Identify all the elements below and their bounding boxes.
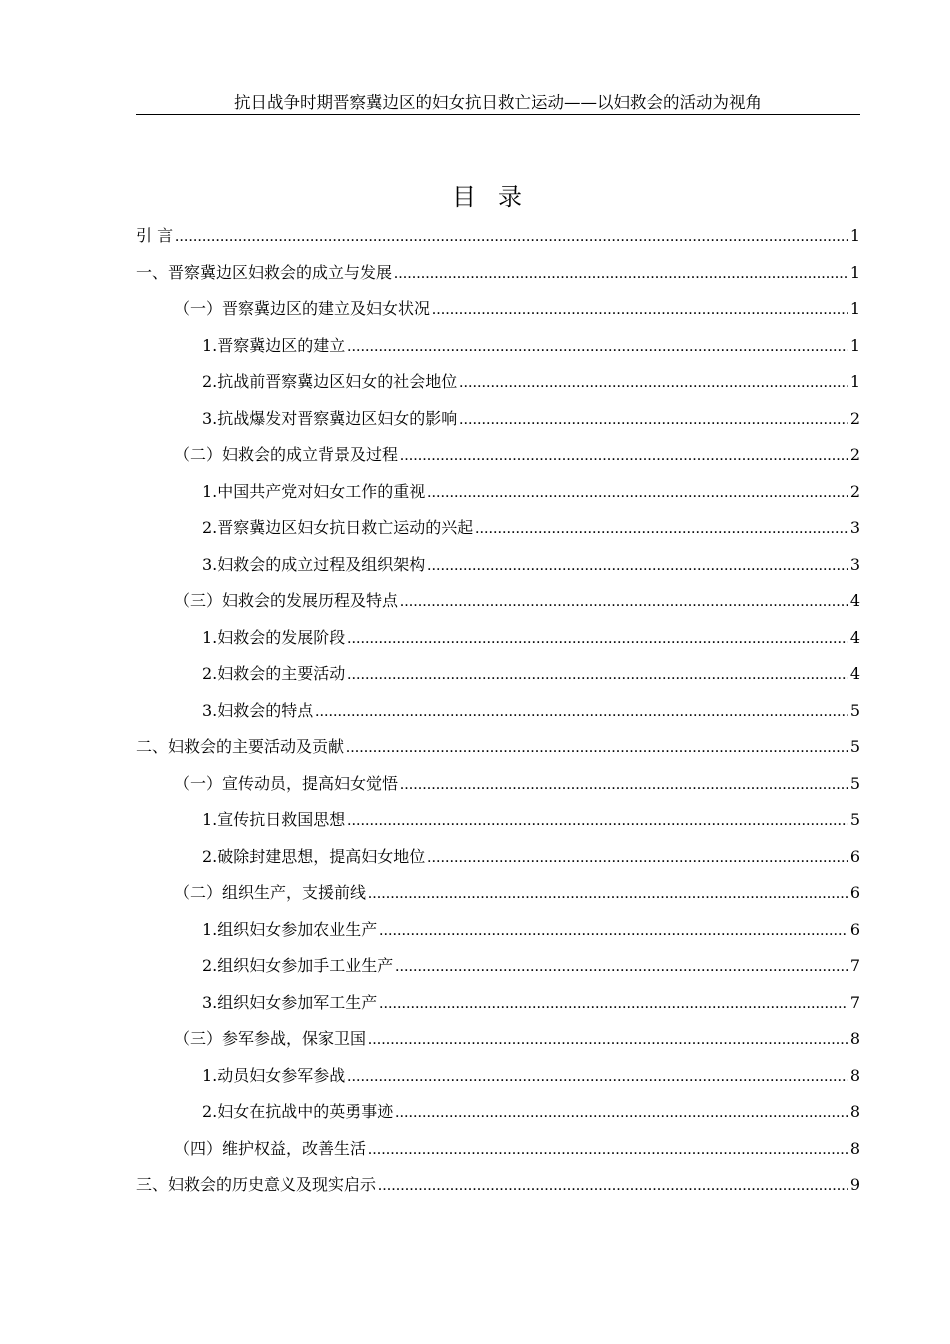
toc-entry-page: 5 xyxy=(849,737,860,756)
toc-entry-text: 1.组织妇女参加农业生产 xyxy=(202,919,378,939)
toc-entry-text: （二）组织生产，支援前线 xyxy=(174,883,367,902)
toc-dot-leader xyxy=(368,882,848,906)
toc-dot-leader xyxy=(368,1138,848,1162)
toc-dot-leader xyxy=(347,335,848,359)
toc-dot-leader xyxy=(347,1065,848,1089)
toc-dot-leader xyxy=(394,262,848,286)
toc-entry-page: 5 xyxy=(849,700,860,720)
toc-dot-leader xyxy=(315,700,848,724)
toc-entry-page: 6 xyxy=(849,883,860,902)
toc-entry[interactable] xyxy=(136,735,860,772)
toc-entry-text: （一）晋察冀边区的建立及妇女状况 xyxy=(174,299,431,318)
toc-entry[interactable] xyxy=(136,443,860,480)
toc-entry-text: 1.宣传抗日救国思想 xyxy=(202,810,346,829)
toc-entry-text: 2.抗战前晋察冀边区妇女的社会地位 xyxy=(202,372,458,391)
toc-entry-text: 2.妇女在抗战中的英勇事迹 xyxy=(202,1102,394,1121)
toc-entry[interactable] xyxy=(136,224,860,261)
toc-entry-text: 1.晋察冀边区的建立 xyxy=(202,335,346,355)
toc-entry[interactable] xyxy=(136,334,860,371)
toc-entry-text: （四）维护权益，改善生活 xyxy=(174,1138,367,1158)
running-header xyxy=(136,92,860,115)
toc-dot-leader xyxy=(347,663,848,687)
toc-entry[interactable] xyxy=(136,772,860,809)
toc-entry[interactable] xyxy=(136,699,860,736)
toc-entry-page: 8 xyxy=(849,1138,860,1158)
toc-dot-leader xyxy=(395,1101,848,1125)
toc-entry[interactable] xyxy=(136,480,860,517)
toc-entry[interactable] xyxy=(136,1064,860,1101)
toc-entry[interactable] xyxy=(136,261,860,298)
toc-entry-page: 1 xyxy=(849,262,860,282)
toc-entry[interactable] xyxy=(136,407,860,444)
toc-dot-leader xyxy=(427,554,848,578)
toc-entry-text: 3.妇救会的成立过程及组织架构 xyxy=(202,554,426,574)
toc-entry-page: 2 xyxy=(849,445,860,464)
toc-entry-page: 7 xyxy=(849,992,860,1012)
toc-entry-page: 8 xyxy=(849,1029,860,1048)
toc-title: 目录 xyxy=(452,183,544,211)
toc-entry[interactable] xyxy=(136,808,860,845)
toc-entry[interactable] xyxy=(136,1137,860,1174)
toc-dot-leader xyxy=(427,846,848,870)
toc-entry-text: 3.组织妇女参加军工生产 xyxy=(202,992,378,1012)
toc-entry[interactable] xyxy=(136,1173,860,1210)
toc-dot-leader xyxy=(347,627,848,651)
toc-entry-page: 1 xyxy=(849,299,860,318)
toc-entry[interactable] xyxy=(136,662,860,699)
toc-dot-leader xyxy=(368,1028,848,1052)
table-of-contents xyxy=(136,224,860,1210)
toc-entry[interactable] xyxy=(136,1027,860,1064)
toc-dot-leader xyxy=(459,371,848,395)
toc-dot-leader xyxy=(432,298,848,322)
toc-dot-leader xyxy=(400,590,848,614)
toc-entry-page: 7 xyxy=(849,956,860,975)
toc-entry-text: 一、晋察冀边区妇救会的成立与发展 xyxy=(136,262,393,282)
toc-entry[interactable] xyxy=(136,553,860,590)
toc-entry-text: 1.动员妇女参军参战 xyxy=(202,1065,346,1085)
toc-dot-leader xyxy=(459,408,848,432)
toc-dot-leader xyxy=(379,919,848,943)
toc-entry-page: 4 xyxy=(849,627,860,647)
toc-entry-page: 3 xyxy=(849,518,860,537)
toc-entry-page: 9 xyxy=(849,1175,860,1194)
toc-entry[interactable] xyxy=(136,918,860,955)
toc-entry-text: （一）宣传动员，提高妇女觉悟 xyxy=(174,773,399,793)
toc-entry-page: 4 xyxy=(849,664,860,683)
toc-entry-page: 6 xyxy=(849,919,860,939)
toc-entry-page: 1 xyxy=(849,226,860,245)
toc-entry[interactable] xyxy=(136,954,860,991)
toc-dot-leader xyxy=(175,225,848,249)
toc-entry-text: 3.抗战爆发对晋察冀边区妇女的影响 xyxy=(202,408,458,428)
toc-entry-page: 2 xyxy=(849,481,860,501)
toc-entry-text: （三）参军参战，保家卫国 xyxy=(174,1029,367,1048)
toc-entry-page: 5 xyxy=(849,810,860,829)
running-header-title: 抗日战争时期晋察冀边区的妇女抗日救亡运动——以妇救会的活动为视角 xyxy=(234,93,762,112)
toc-dot-leader xyxy=(346,736,848,760)
toc-entry-text: 3.妇救会的特点 xyxy=(202,700,314,720)
toc-entry-text: 2.晋察冀边区妇女抗日救亡运动的兴起 xyxy=(202,518,474,537)
toc-entry-page: 8 xyxy=(849,1065,860,1085)
toc-entry[interactable] xyxy=(136,845,860,882)
toc-entry-text: 2.妇救会的主要活动 xyxy=(202,664,346,683)
toc-dot-leader xyxy=(475,517,848,541)
toc-dot-leader xyxy=(379,992,848,1016)
toc-entry-text: 1.妇救会的发展阶段 xyxy=(202,627,346,647)
toc-entry-page: 1 xyxy=(849,335,860,355)
toc-entry-text: 三、妇救会的历史意义及现实启示 xyxy=(136,1175,377,1194)
toc-entry[interactable] xyxy=(136,881,860,918)
toc-dot-leader xyxy=(347,809,848,833)
toc-entry[interactable] xyxy=(136,626,860,663)
toc-dot-leader xyxy=(400,444,848,468)
toc-dot-leader xyxy=(400,773,848,797)
toc-entry-page: 8 xyxy=(849,1102,860,1121)
toc-entry[interactable] xyxy=(136,297,860,334)
toc-entry-text: 1.中国共产党对妇女工作的重视 xyxy=(202,481,426,501)
toc-entry-text: 引 言 xyxy=(136,226,174,245)
toc-entry[interactable] xyxy=(136,589,860,626)
toc-dot-leader xyxy=(378,1174,848,1198)
toc-entry-text: 2.破除封建思想，提高妇女地位 xyxy=(202,846,426,866)
toc-entry[interactable] xyxy=(136,516,860,553)
toc-entry-text: （三）妇救会的发展历程及特点 xyxy=(174,591,399,610)
toc-entry-page: 6 xyxy=(849,846,860,866)
toc-entry-page: 1 xyxy=(849,372,860,391)
toc-dot-leader xyxy=(427,481,848,505)
toc-entry-text: （二）妇救会的成立背景及过程 xyxy=(174,445,399,464)
toc-entry-page: 2 xyxy=(849,408,860,428)
toc-entry-page: 3 xyxy=(849,554,860,574)
toc-entry-page: 5 xyxy=(849,773,860,793)
toc-entry[interactable] xyxy=(136,991,860,1028)
toc-entry[interactable] xyxy=(136,370,860,407)
toc-entry-page: 4 xyxy=(849,591,860,610)
toc-entry[interactable] xyxy=(136,1100,860,1137)
toc-entry-text: 2.组织妇女参加手工业生产 xyxy=(202,956,394,975)
toc-dot-leader xyxy=(395,955,848,979)
toc-entry-text: 二、妇救会的主要活动及贡献 xyxy=(136,737,345,756)
